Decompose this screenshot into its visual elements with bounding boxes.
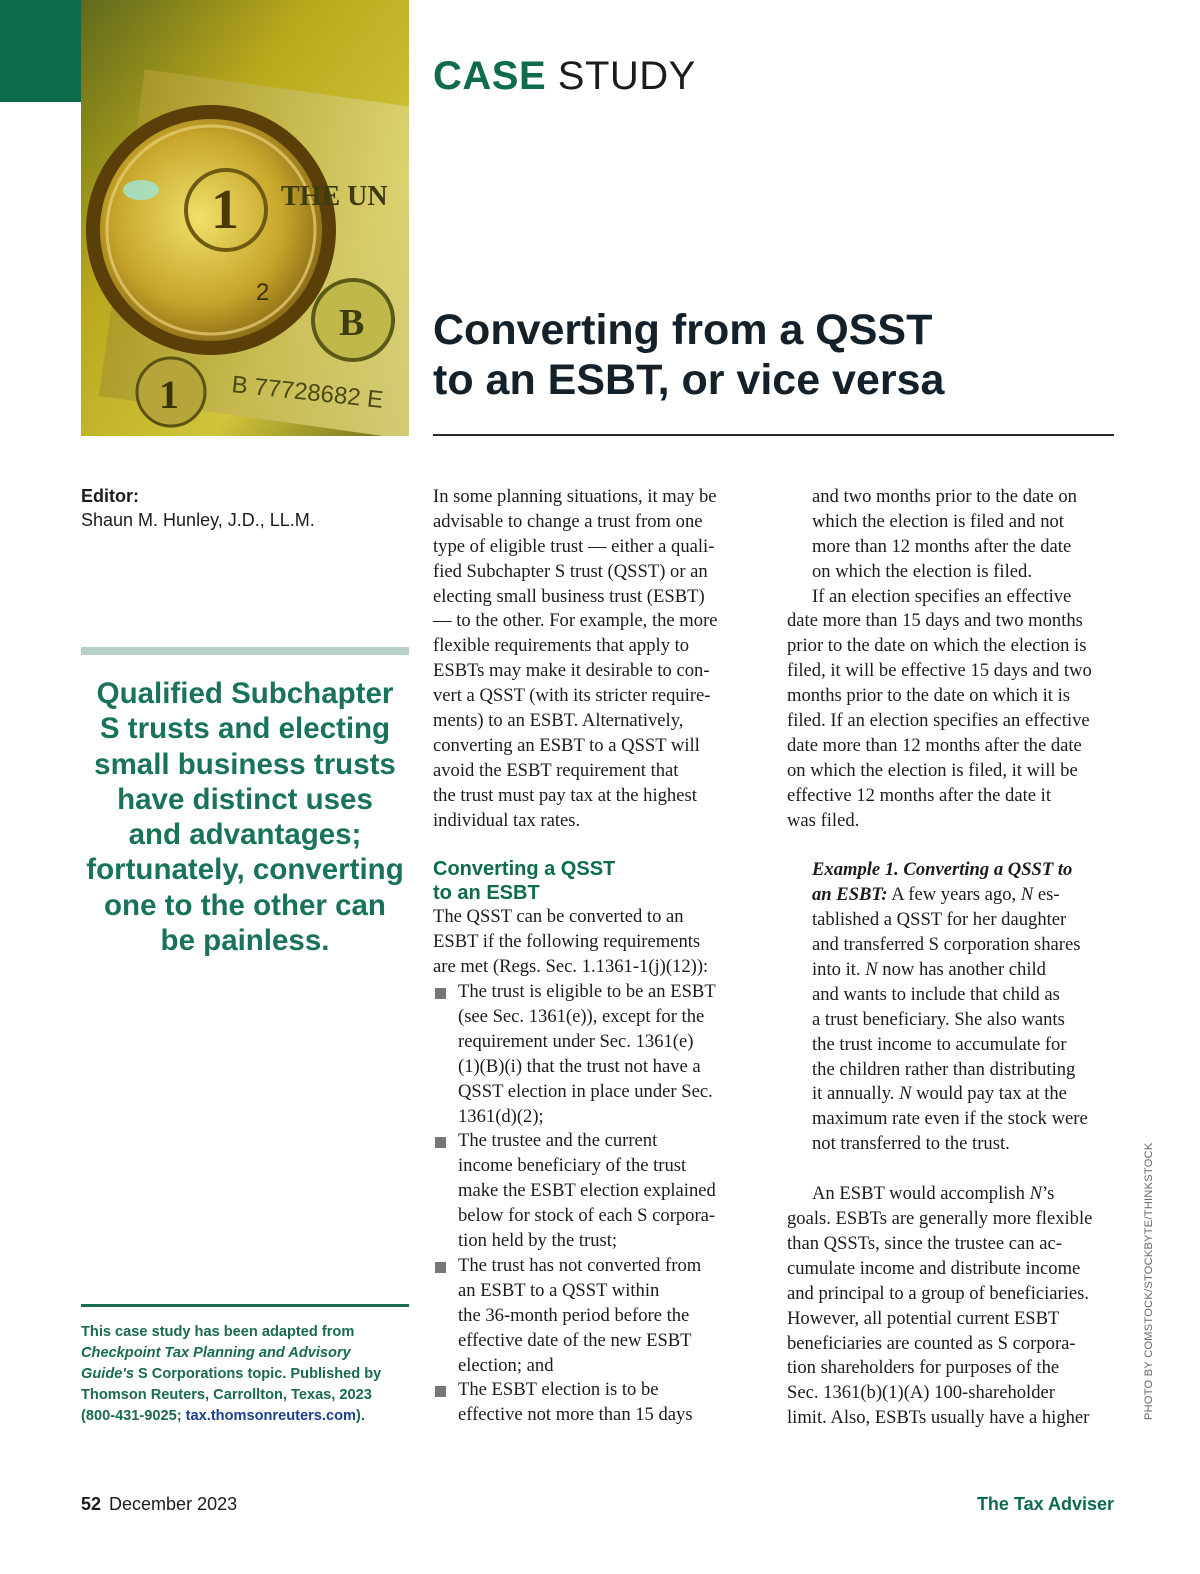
body-line: In some planning situations, it may be bbox=[433, 486, 717, 507]
source-line: This case study has been adapted from bbox=[81, 1324, 355, 1340]
list-item bbox=[433, 1129, 763, 1253]
page-number: 52 bbox=[81, 1494, 102, 1514]
body-line: filed. If an election specifies an effective bbox=[787, 710, 1090, 732]
list-line: requirement under Sec. 1361(e) bbox=[458, 1030, 694, 1052]
editor-credit bbox=[81, 484, 315, 532]
body-line: ESBTs may make it desirable to con- bbox=[433, 660, 710, 682]
source-note bbox=[81, 1322, 421, 1427]
square-bullet-icon bbox=[435, 1137, 446, 1148]
square-bullet-icon bbox=[435, 988, 446, 999]
section-label: CASE STUDY bbox=[433, 54, 696, 98]
body-column-2 bbox=[787, 485, 1127, 1431]
list-line: effective date of the new ESBT bbox=[458, 1329, 692, 1351]
body-line: ments) to an ESBT. Alternatively, bbox=[433, 710, 684, 732]
body-line: maximum rate even if the stock were bbox=[812, 1108, 1088, 1130]
list-line: The trust has not converted from bbox=[458, 1254, 702, 1276]
list-line: tion held by the trust; bbox=[458, 1230, 618, 1252]
body-line: individual tax rates. bbox=[433, 809, 581, 831]
list-line: income beneficiary of the trust bbox=[458, 1155, 687, 1177]
body-line: limit. Also, ESBTs usually have a higher bbox=[787, 1407, 1090, 1429]
svg-text:B: B bbox=[339, 302, 365, 344]
body-line: An ESBT would accomplish bbox=[812, 1183, 1030, 1205]
svg-text:THE UN: THE UN bbox=[281, 181, 388, 212]
pullquote-line: one to the other can bbox=[104, 888, 386, 922]
body-line: beneficiaries are counted as S corpora- bbox=[787, 1332, 1076, 1354]
body-line: converting an ESBT to a QSST will bbox=[433, 734, 700, 756]
body-line: tion shareholders for purposes of the bbox=[787, 1357, 1060, 1379]
headline-line: Converting from a QSST bbox=[433, 306, 933, 354]
pullquote-divider bbox=[81, 647, 409, 655]
pull-quote bbox=[71, 676, 419, 958]
body-line: on which the election is filed, it will be bbox=[787, 759, 1078, 781]
source-line: Guide's bbox=[81, 1366, 134, 1382]
square-bullet-icon bbox=[435, 1262, 446, 1273]
list-line: The ESBT election is to be bbox=[458, 1379, 659, 1401]
body-column-1 bbox=[433, 485, 763, 1428]
list-line: election; and bbox=[458, 1354, 554, 1376]
svg-text:2: 2 bbox=[256, 279, 270, 306]
editor-label: Editor: bbox=[81, 486, 139, 506]
list-line: below for stock of each S corpora- bbox=[458, 1205, 716, 1227]
body-line: N bbox=[1029, 1183, 1043, 1205]
body-line: effective 12 months after the date it bbox=[787, 784, 1051, 806]
body-line: Sec. 1361(b)(1)(A) 100-shareholder bbox=[787, 1382, 1055, 1404]
body-line: vert a QSST (with its stricter require- bbox=[433, 685, 711, 707]
body-line: If an election specifies an effective bbox=[812, 585, 1072, 607]
source-line: (800-431-9025; bbox=[81, 1408, 186, 1424]
body-line: date more than 15 days and two months bbox=[787, 610, 1083, 632]
body-line: was filed. bbox=[787, 809, 860, 831]
body-line: and wants to include that child as bbox=[812, 983, 1060, 1005]
headline-line: to an ESBT, or vice versa bbox=[433, 356, 945, 404]
square-bullet-icon bbox=[435, 1386, 446, 1397]
body-line: the trust income to accumulate for bbox=[812, 1033, 1067, 1055]
svg-text:1: 1 bbox=[211, 179, 239, 241]
list-line: the 36-month period before the bbox=[458, 1304, 690, 1326]
source-line: Thomson Reuters, Carrollton, Texas, 2023 bbox=[81, 1387, 372, 1403]
list-line: effective not more than 15 days bbox=[458, 1404, 693, 1426]
body-line: — to the other. For example, the more bbox=[433, 610, 718, 632]
body-line: fied Subchapter S trust (QSST) or an bbox=[433, 560, 708, 582]
pullquote-line: Qualified Subchapter bbox=[96, 677, 394, 710]
body-line: which the election is filed and not bbox=[812, 510, 1064, 532]
body-line: cumulate income and distribute income bbox=[787, 1257, 1081, 1279]
body-line: N bbox=[899, 1083, 912, 1105]
pullquote-line: and advantages; bbox=[128, 818, 362, 852]
list-line: (1)(B)(i) that the trust not have a bbox=[458, 1055, 701, 1077]
body-line: and principal to a group of beneficiaries. bbox=[787, 1282, 1090, 1304]
svg-text:1: 1 bbox=[159, 372, 179, 417]
list-line: The trustee and the current bbox=[458, 1130, 658, 1152]
editor-name: Shaun M. Hunley, J.D., LL.M. bbox=[81, 510, 315, 530]
body-line: tablished a QSST for her daughter bbox=[812, 909, 1067, 931]
body-line: are met (Regs. Sec. 1.1361-1(j)(12)): bbox=[433, 956, 709, 978]
source-line: S Corporations topic. Published by bbox=[133, 1366, 382, 1382]
body-line: type of eligible trust — either a quali- bbox=[433, 535, 715, 557]
body-line: goals. ESBTs are generally more flexible bbox=[787, 1208, 1093, 1230]
body-line: more than 12 months after the date bbox=[812, 535, 1072, 557]
source-divider bbox=[81, 1304, 409, 1307]
list-item bbox=[433, 1378, 763, 1428]
body-line: months prior to the date on which it is bbox=[787, 685, 1071, 707]
body-line: than QSSTs, since the trustee can ac- bbox=[787, 1232, 1062, 1254]
section-subheading: Converting a QSST bbox=[433, 858, 616, 881]
body-line: A few years ago, bbox=[887, 884, 1021, 906]
body-line: date more than 12 months after the date bbox=[787, 734, 1082, 756]
list-item bbox=[433, 980, 763, 1129]
headline-divider bbox=[433, 434, 1114, 436]
svg-text:B 77728682 E: B 77728682 E bbox=[230, 371, 385, 414]
body-line: The QSST can be converted to an bbox=[433, 906, 684, 928]
article-headline bbox=[433, 305, 1133, 405]
list-item bbox=[433, 1254, 763, 1378]
pullquote-line: S trusts and electing bbox=[99, 712, 391, 746]
body-line: the children rather than distributing bbox=[812, 1058, 1076, 1080]
list-line: make the ESBT election explained bbox=[458, 1180, 716, 1202]
example-label: an ESBT: bbox=[812, 884, 888, 906]
body-line: N bbox=[865, 959, 878, 981]
body-line: es- bbox=[1033, 884, 1060, 906]
list-line: an ESBT to a QSST within bbox=[458, 1279, 660, 1301]
body-line: prior to the date on which the election is bbox=[787, 635, 1087, 657]
body-line: the trust must pay tax at the highest bbox=[433, 784, 697, 806]
body-line: advisable to change a trust from one bbox=[433, 510, 703, 532]
body-line: filed, it will be effective 15 days and two bbox=[787, 660, 1092, 682]
list-line: 1361(d)(2); bbox=[458, 1105, 544, 1127]
body-line: now has another child bbox=[877, 959, 1046, 981]
list-line: QSST election in place under Sec. bbox=[458, 1080, 713, 1102]
pullquote-line: be painless. bbox=[160, 924, 330, 958]
body-line: flexible requirements that apply to bbox=[433, 635, 690, 657]
section-subheading: to an ESBT bbox=[433, 882, 540, 905]
issue-date: December 2023 bbox=[109, 1494, 238, 1514]
pullquote-line: have distinct uses bbox=[117, 782, 373, 816]
body-line: ESBT if the following requirements bbox=[433, 931, 701, 953]
page-footer-left bbox=[81, 1492, 237, 1516]
requirement-list bbox=[433, 980, 763, 1428]
list-line: The trust is eligible to be an ESBT bbox=[458, 981, 716, 1003]
pullquote-line: fortunately, converting bbox=[86, 853, 404, 887]
publication-name: The Tax Adviser bbox=[976, 1494, 1114, 1514]
example-label: Example 1. Converting a QSST to bbox=[812, 859, 1073, 881]
body-line: not transferred to the trust. bbox=[812, 1133, 1010, 1155]
body-line: and two months prior to the date on bbox=[812, 486, 1077, 507]
body-line: a trust beneficiary. She also wants bbox=[812, 1008, 1065, 1030]
body-line: N bbox=[1020, 884, 1034, 906]
body-line: would pay tax at the bbox=[911, 1083, 1067, 1105]
body-line: it annually. bbox=[812, 1083, 895, 1105]
source-line: Checkpoint Tax Planning and Advisory bbox=[81, 1345, 351, 1361]
publisher-link[interactable]: tax.thomsonreuters.com bbox=[185, 1408, 356, 1424]
body-line: ’s bbox=[1042, 1183, 1055, 1205]
magnifying-glass-dollar-photo bbox=[81, 0, 409, 436]
body-line: on which the election is filed. bbox=[812, 560, 1032, 582]
source-line: ). bbox=[355, 1408, 365, 1424]
example-box bbox=[787, 858, 1127, 1157]
list-line: (see Sec. 1361(e)), except for the bbox=[458, 1006, 705, 1028]
header-color-block bbox=[0, 0, 84, 102]
body-line: However, all potential current ESBT bbox=[787, 1307, 1060, 1329]
body-line: and transferred S corporation shares bbox=[812, 934, 1081, 956]
pullquote-line: small business trusts bbox=[94, 747, 396, 781]
body-line: electing small business trust (ESBT) bbox=[433, 585, 705, 607]
body-line: into it. bbox=[812, 959, 861, 981]
photo-credit: PHOTO BY COMSTOCK/STOCKBYTE/THINKSTOCK bbox=[1143, 1142, 1155, 1420]
body-line: avoid the ESBT requirement that bbox=[433, 759, 679, 781]
